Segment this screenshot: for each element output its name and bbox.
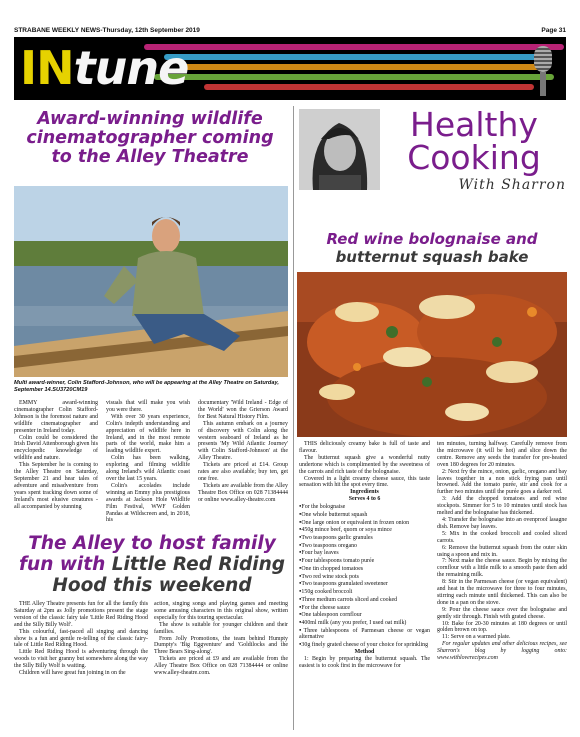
ingredient-item: ● Four bay leaves xyxy=(299,549,430,557)
ingredient-item: ● One whole butternut squash xyxy=(299,511,430,519)
ingredient-item: ● Two teaspoons granulated sweetener xyxy=(299,580,430,588)
paragraph: documentary 'Wild Ireland - Edge of the World' won the Grierson Award for Best Natural History Film. xyxy=(198,400,288,420)
bake-photo-image xyxy=(297,272,567,437)
paragraph: Colin has been walking, exploring and filming wildlife along Ireland's wild Atlantic coast over the last 15 years. xyxy=(106,455,190,482)
recipe-column-left xyxy=(299,441,430,670)
ingredient-item: ● For the bolognaise xyxy=(299,503,430,511)
banner-stripe xyxy=(184,64,544,70)
method-step: 11: Serve on a warmed plate. xyxy=(442,634,511,641)
intro-paragraph: The butternut squash give a wonderful nutty undertone which is complimented by the sweetness of the carrots and rich taste of the bolognaise. xyxy=(299,454,430,475)
photo-caption: Multi award-winner, Colin Stafford-Johnson, who will be appearing at the Alley Theatre on Saturday, September 14.SU3720CM19 xyxy=(14,380,279,393)
colin-photo xyxy=(14,186,288,377)
ingredient-item: ● One tablespoon cornflour xyxy=(299,611,430,619)
method-step: 5: Mix in the cooked broccoli and cooled sliced carrots. xyxy=(437,530,567,544)
paragraph: With over 30 years experience, Colin's indepth understanding and appreciation of wildlife here in Ireland, and in the most remote parts of the world, make him a leading wildlife expert. xyxy=(106,413,190,455)
page-number: Page 31 xyxy=(541,27,566,34)
paragraph: action, singing songs and playing games and meeting some amusing characters in this original show, written especially for this touring spectacular. xyxy=(154,601,288,621)
intro-paragraph: Covered in a light creamy cheese sauce, this taste sensation with hit the spot every time. xyxy=(299,475,430,489)
recipe-column-right xyxy=(437,441,567,662)
method-step: 9: Pour the cheese sauce over the bolognaise and gently stir through. Finish with grated cheese. xyxy=(437,606,567,620)
method-step: 1: Begin by preparing the butternut squash. The easiest is to cook first in the microwave for xyxy=(299,655,430,669)
ingredient-item: ● Four tablespoons tomato purée xyxy=(299,557,430,565)
method-step: 6: Remove the butternut squash from the outer skin using a spoon and mix in. xyxy=(437,544,567,558)
title-line-2: Cooking xyxy=(407,138,541,177)
method-step: 4: Transfer the bolognaise into an ovenproof lasagne dish. Remove bay leaves. xyxy=(437,516,567,530)
ingredient-item: ● One large onion or equivalent in frozen onion xyxy=(299,519,430,527)
title-line-1: Healthy xyxy=(410,105,538,144)
serves: Serves 4 to 6 xyxy=(348,496,381,503)
ingredient-item: ● Three medium carrots sliced and cooked xyxy=(299,596,430,604)
paragraph: Tickets are available from the Alley Theatre Box Office on 028 71384444 or online www.alley-theatre.com xyxy=(198,482,288,503)
ingredient-item: ● One tin chopped tomatoes xyxy=(299,565,430,573)
publication-date: STRABANE WEEKLY NEWS-Thursday, 12th September 2019 xyxy=(14,27,200,34)
paragraph: Tickets are priced at £14. Group rates are also available; buy ten, get one free. xyxy=(198,462,288,482)
method-step: 7: Next make the cheese sauce. Begin by mixing the cornflour with a little milk to a smooth paste then add the remaining milk. xyxy=(437,558,567,579)
byline: With Sharron xyxy=(458,177,566,193)
paragraph: Colin's accolades include winning an Emmy plus prestigious awards at Jackson Hole Wildlife Film Festival, WWF Golden Pandas at Wildscreen and, in 2018, his xyxy=(106,482,190,524)
article2-column-2 xyxy=(154,601,288,677)
article1-column-1 xyxy=(14,400,98,511)
ingredient-item: ● 30g finely grated cheese of your choice for sprinkling xyxy=(299,641,430,649)
sharron-portrait-image xyxy=(299,109,380,190)
paragraph: THE Alley Theatre presents fun for all the family this Saturday at 2pm as Jolly promotions present the stage version of the classic fairy tale 'Little Red Riding Hood and the Silly Billy Wolf'. xyxy=(14,601,148,628)
healthy-cooking-title xyxy=(386,105,562,177)
ingredient-item: ● Three tablespoons of Parmesan cheese or vegan alternative xyxy=(299,627,430,642)
banner-stripe xyxy=(144,44,564,50)
colin-photo-image xyxy=(14,186,288,377)
method-heading: Method xyxy=(354,649,375,655)
logo-in: IN xyxy=(20,41,74,95)
paragraph: Colin could be considered the Irish David Attenborough given his encyclopedic knowledge of wildlife and nature. xyxy=(14,434,98,462)
recipe-title xyxy=(297,230,567,266)
article2-column-1 xyxy=(14,601,148,677)
method-step: 2: Next fry the mince, onion, garlic, oregano and bay leaves together in a non stick frying pan until browned. Add the tomato purée, stir and cook for a further two minutes until the purée goes a darker red. xyxy=(437,468,567,496)
intune-banner xyxy=(14,38,566,100)
ingredient-item: ● Two red wine stock pots xyxy=(299,573,430,581)
article1-headline: Award-winning wildlife cinematographer coming to the Alley Theatre xyxy=(26,109,274,167)
ingredient-item: ● 450g mince beef, quorn or soya mince xyxy=(299,526,430,534)
paragraph: EMMY award-winning cinematographer Colin Stafford-Johnson is the foremost nature and wildlife cinematographer and presenter in Ireland today. xyxy=(14,400,98,434)
article1-column-3 xyxy=(198,400,288,504)
paragraph: This September he is coming to the Alley Theatre on Saturday, September 21 and hear tales of adventure and misadventure from years spent tracking down some of Ireland's most elusive creatures - all accompanied by stunning xyxy=(14,462,98,510)
microphone-icon xyxy=(534,46,552,72)
paragraph: This colourful, fast-paced all singing and dancing show is a fun and gentle re-telling of the classic fairy-tale of Little Red Riding Hood. xyxy=(14,628,148,649)
article1-column-2 xyxy=(106,400,190,524)
paragraph: Tickets are priced at £9 and are available from the Alley Theatre Box Office on 028 71384444 or online www.alley-theatre.com. xyxy=(154,656,288,677)
method-step: ten minutes, turning halfway. Carefully remove from the microwave (it will be hot) and slice down the centre. Remove any seeds the transfer for pre-heated oven 180 degrees for 20 minutes. xyxy=(437,441,567,468)
banner-stripe xyxy=(164,54,544,60)
ingredient-item: ● 400ml milk (any you prefer, I used oat milk) xyxy=(299,619,430,627)
banner-stripe xyxy=(204,84,534,90)
banner-stripe xyxy=(154,74,554,80)
paragraph: Little Red Riding Hood is adventuring through the woods to visit her granny but somewhere along the way the Silly Billy Wolf is waiting. xyxy=(14,649,148,670)
sharron-portrait xyxy=(299,109,380,190)
headline-part-dark: Little Red Riding Hood this weekend xyxy=(52,554,285,596)
paragraph: visuals that will make you wish you were there. xyxy=(106,400,190,413)
article2-headline xyxy=(14,533,290,596)
paragraph: This autumn embark on a journey of discovery with Colin along the western seaboard of Ireland as he presents 'My Wild Atlantic Journey' with Colin Stafford-Johnson' at the Alley Theatre. xyxy=(198,420,288,462)
paragraph: Children will have great fun joining in on the xyxy=(19,670,126,677)
bake-photo xyxy=(297,272,567,437)
method-step: 3: Add the chopped tomatoes and red wine stockpots. Simmer for 5 to 10 minutes until stock has melted and the bolognaise has thickened. xyxy=(437,496,567,517)
microphone-stand-icon xyxy=(540,72,546,96)
recipe-title-line-2: butternut squash bake xyxy=(335,248,529,266)
ingredient-item: ● Two teaspoons oregano xyxy=(299,542,430,550)
headline-part-purple: The Alley to host family fun with xyxy=(18,533,276,575)
paragraph: From Jolly Promotions, the team behind Humpty Dumpty's 'Big Eggventure' and 'Goldilocks and the Three Bears Sing-along'. xyxy=(154,635,288,656)
ingredient-item: ● 150g cooked broccoli xyxy=(299,588,430,596)
ingredients-heading: Ingredients xyxy=(350,489,379,496)
intro-paragraph: THIS deliciously creamy bake is full of taste and flavour. xyxy=(299,441,430,454)
logo-tune: tune xyxy=(73,41,189,95)
method-step: 8: Stir in the Parmesan cheese (or vegan equivalent) and heat in the microwave for three to four minutes, stirring each minute until thickened. This can also be done in a pan on the stove. xyxy=(437,579,567,606)
paragraph: The show is suitable for younger children and their families. xyxy=(154,621,288,635)
recipe-title-line-1: Red wine bolognaise and xyxy=(326,230,538,248)
ingredient-item: ● Two teaspoons garlic granules xyxy=(299,534,430,542)
intune-logo xyxy=(20,42,188,94)
ingredients-list xyxy=(299,503,430,649)
column-divider xyxy=(293,106,294,730)
method-step: 10: Bake for 20-30 minutes at 180 degrees or until golden brown on top. xyxy=(437,620,567,634)
ingredient-item: ● For the cheese sauce xyxy=(299,604,430,612)
blog-note: For regular updates and other delicious recipes, see Sharron's blog by logging onto: www.withloverecipes.com xyxy=(437,641,567,662)
